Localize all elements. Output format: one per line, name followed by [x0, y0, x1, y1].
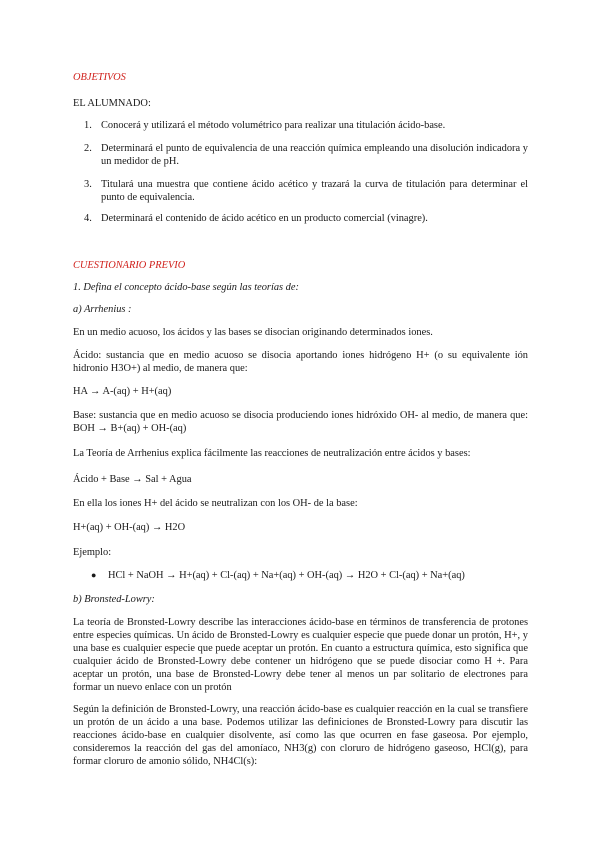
list-item [84, 178, 528, 204]
list-item-text: Determinará el punto de equivalencia de una reacción química empleando una disolución indicadora y un medidor de pH. [101, 143, 528, 167]
question-1: 1. Defina el concepto ácido-base según las teorías de: [73, 282, 299, 293]
arrhenius-ions-text: En ella los iones H+ del ácido se neutralizan con los OH- de la base: [73, 498, 358, 509]
list-item-text: Determinará el contenido de ácido acético en un producto comercial (vinagre). [101, 213, 428, 224]
arrhenius-paragraph-1: En un medio acuoso, los ácidos y las bases se disocian originando determinados iones. [73, 327, 433, 338]
list-item-number: 4. [84, 213, 92, 224]
arrhenius-base-definition: Base: sustancia que en medio acuoso se disocia produciendo iones hidróxido OH- al medio, de manera que: BOH → B+(aq) + OH-(aq) [73, 410, 528, 434]
example-equation: HCl + NaOH → H+(aq) + Cl-(aq) + Na+(aq) + OH-(aq) → H2O + Cl-(aq) + Na+(aq) [108, 570, 465, 581]
objectives-intro: EL ALUMNADO: [73, 98, 151, 109]
arrhenius-acid-definition: Ácido: sustancia que en medio acuoso se disocia aportando iones hidrógeno H+ (o su equivalente ión hidronio H3O+) al medio, de manera que: [73, 350, 528, 374]
arrhenius-label: a) Arrhenius : [73, 304, 132, 315]
equation-acid-dissociation: HA → A-(aq) + H+(aq) [73, 386, 172, 397]
list-item [84, 119, 528, 132]
example-label: Ejemplo: [73, 547, 112, 558]
equation-neutralization: Ácido + Base → Sal + Agua [73, 474, 192, 485]
list-item [84, 212, 528, 225]
bronsted-paragraph-1: La teoría de Bronsted-Lowry describe las interacciones ácido-base en términos de transferencia de protones entre especies químicas. Un ácido de Bronsted-Lowry es cualquier especie que puede donar un protón, H+, y una base es cualquier especie que puede aceptar un protón. En cuanto a estructura química, esto significa que cualquier ácido de Bronsted-Lowry debe contener un hidrógeno que se puede disociar como H +. Para aceptar un protón, una base de Bronsted-Lowry debe tener al menos un par solitario de electrones para formar un nuevo enlace con un protón [73, 617, 528, 693]
equation-water-formation: H+(aq) + OH-(aq) → H2O [73, 522, 186, 533]
arrhenius-neutralization-text: La Teoría de Arrhenius explica fácilmente las reacciones de neutralización entre ácidos y bases: [73, 448, 471, 459]
list-item [84, 142, 528, 168]
list-item-text: Titulará una muestra que contiene ácido acético y trazará la curva de titulación para determinar el punto de equivalencia. [101, 179, 528, 203]
list-item-number: 2. [84, 143, 92, 154]
bronsted-paragraph-2: Según la definición de Bronsted-Lowry, una reacción ácido-base es cualquier reacción en la cual se transfiere un protón de un ácido a una base. Podemos utilizar las definiciones de Bronsted-Lowry para discutir las reacciones ácido-base en cualquier disolvente, así como las que ocurren en fase gaseosa. Por ejemplo, consideremos la reacción del gas del amoníaco, NH3(g) con cloruro de hidrógeno gaseoso, HCl(g), para formar cloruro de amonio sólido, NH4Cl(s): [73, 704, 528, 767]
list-item-number: 3. [84, 179, 92, 190]
bronsted-label: b) Bronsted-Lowry: [73, 594, 155, 605]
objectives-heading: OBJETIVOS [73, 72, 126, 83]
questionnaire-heading: CUESTIONARIO PREVIO [73, 260, 186, 271]
bullet-icon: ● [91, 570, 97, 580]
list-item-text: Conocerá y utilizará el método volumétrico para realizar una titulación ácido-base. [101, 120, 446, 131]
list-item-number: 1. [84, 120, 92, 131]
